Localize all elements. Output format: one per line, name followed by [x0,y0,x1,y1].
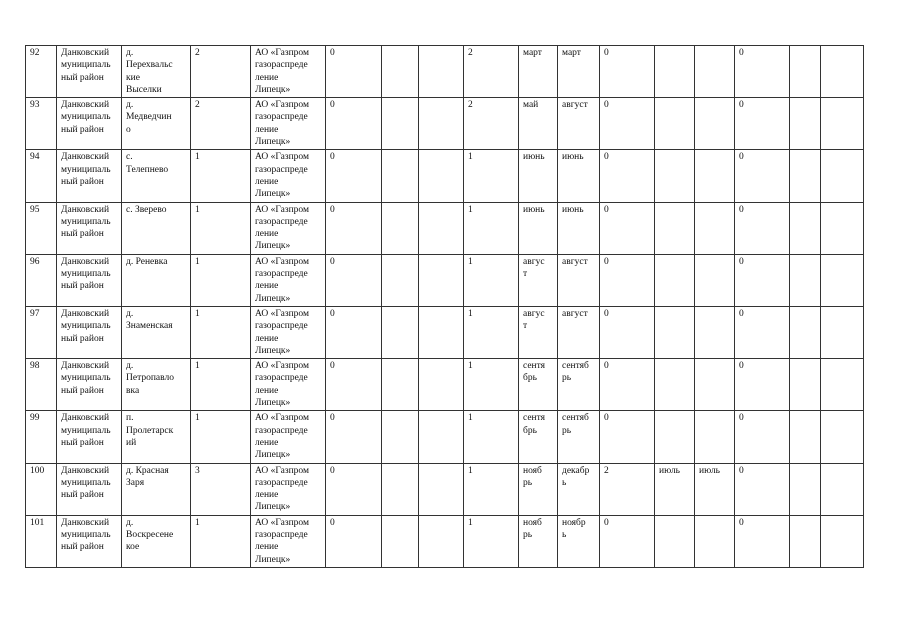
value-2-cell [382,202,419,254]
value-1-cell: 0 [326,150,382,202]
value-6-cell: 0 [735,411,790,463]
table-row [26,515,864,567]
end-month-cell: август [558,306,600,358]
value-1-cell: 0 [326,254,382,306]
end-month-cell: июнь [558,150,600,202]
count-cell: 1 [191,411,251,463]
value-4-cell: 1 [464,411,519,463]
value-7-cell [790,515,821,567]
value-7-cell [790,359,821,411]
value-3-cell [419,254,464,306]
gasification-table [25,45,864,568]
start-month-2-cell [655,46,695,98]
value-8-cell [821,254,864,306]
organization-cell: АО «Газпром газораспреде ление Липецк» [251,46,326,98]
organization-cell: АО «Газпром газораспреде ление Липецк» [251,411,326,463]
district-cell: Данковский муниципаль ный район [57,254,122,306]
end-month-cell: сентяб рь [558,359,600,411]
value-7-cell [790,150,821,202]
organization-cell: АО «Газпром газораспреде ление Липецк» [251,463,326,515]
value-1-cell: 0 [326,515,382,567]
district-cell: Данковский муниципаль ный район [57,98,122,150]
locality-cell: д. Медведчин о [122,98,191,150]
value-2-cell [382,46,419,98]
organization-cell: АО «Газпром газораспреде ление Липецк» [251,515,326,567]
value-6-cell: 0 [735,202,790,254]
value-8-cell [821,202,864,254]
count-cell: 1 [191,150,251,202]
end-month-2-cell [695,98,735,150]
value-7-cell [790,463,821,515]
start-month-cell: нояб рь [519,515,558,567]
table-row [26,306,864,358]
row-number-cell: 93 [26,98,57,150]
district-cell: Данковский муниципаль ный район [57,202,122,254]
district-cell: Данковский муниципаль ный район [57,515,122,567]
row-number-cell: 97 [26,306,57,358]
table-body [26,46,864,568]
value-5-cell: 0 [600,359,655,411]
row-number-cell: 92 [26,46,57,98]
value-8-cell [821,515,864,567]
locality-cell: д. Реневка [122,254,191,306]
value-8-cell [821,98,864,150]
value-5-cell: 0 [600,411,655,463]
row-number-cell: 95 [26,202,57,254]
start-month-cell: авгус т [519,254,558,306]
district-cell: Данковский муниципаль ный район [57,306,122,358]
end-month-cell: август [558,98,600,150]
district-cell: Данковский муниципаль ный район [57,411,122,463]
count-cell: 2 [191,46,251,98]
end-month-2-cell [695,411,735,463]
start-month-cell: июнь [519,150,558,202]
table-row [26,150,864,202]
end-month-cell: декабр ь [558,463,600,515]
start-month-cell: сентя брь [519,359,558,411]
value-8-cell [821,150,864,202]
start-month-2-cell [655,515,695,567]
end-month-2-cell [695,254,735,306]
count-cell: 1 [191,515,251,567]
value-4-cell: 1 [464,150,519,202]
district-cell: Данковский муниципаль ный район [57,46,122,98]
value-6-cell: 0 [735,515,790,567]
value-8-cell [821,359,864,411]
value-3-cell [419,463,464,515]
value-4-cell: 1 [464,254,519,306]
value-5-cell: 0 [600,515,655,567]
value-6-cell: 0 [735,359,790,411]
district-cell: Данковский муниципаль ный район [57,150,122,202]
value-2-cell [382,515,419,567]
table-row [26,46,864,98]
value-5-cell: 0 [600,46,655,98]
table-row [26,359,864,411]
value-1-cell: 0 [326,306,382,358]
row-number-cell: 96 [26,254,57,306]
value-3-cell [419,411,464,463]
start-month-2-cell [655,98,695,150]
value-4-cell: 2 [464,46,519,98]
locality-cell: д. Петропавло вка [122,359,191,411]
value-4-cell: 1 [464,306,519,358]
start-month-2-cell [655,306,695,358]
value-4-cell: 1 [464,463,519,515]
row-number-cell: 98 [26,359,57,411]
value-6-cell: 0 [735,98,790,150]
end-month-cell: сентяб рь [558,411,600,463]
start-month-cell: март [519,46,558,98]
value-4-cell: 1 [464,359,519,411]
start-month-cell: сентя брь [519,411,558,463]
value-6-cell: 0 [735,150,790,202]
value-1-cell: 0 [326,411,382,463]
start-month-cell: авгус т [519,306,558,358]
start-month-2-cell: июль [655,463,695,515]
organization-cell: АО «Газпром газораспреде ление Липецк» [251,359,326,411]
organization-cell: АО «Газпром газораспреде ление Липецк» [251,98,326,150]
value-8-cell [821,411,864,463]
value-4-cell: 2 [464,98,519,150]
start-month-2-cell [655,202,695,254]
row-number-cell: 100 [26,463,57,515]
value-3-cell [419,306,464,358]
district-cell: Данковский муниципаль ный район [57,359,122,411]
count-cell: 1 [191,359,251,411]
table-row [26,254,864,306]
end-month-cell: август [558,254,600,306]
start-month-2-cell [655,254,695,306]
end-month-2-cell [695,359,735,411]
value-3-cell [419,359,464,411]
count-cell: 3 [191,463,251,515]
value-2-cell [382,150,419,202]
value-3-cell [419,98,464,150]
organization-cell: АО «Газпром газораспреде ление Липецк» [251,254,326,306]
value-3-cell [419,150,464,202]
value-5-cell: 0 [600,98,655,150]
locality-cell: п. Пролетарск ий [122,411,191,463]
value-3-cell [419,515,464,567]
row-number-cell: 101 [26,515,57,567]
locality-cell: с. Телепнево [122,150,191,202]
table-row [26,202,864,254]
end-month-2-cell [695,515,735,567]
locality-cell: с. Зверево [122,202,191,254]
end-month-cell: ноябр ь [558,515,600,567]
start-month-2-cell [655,150,695,202]
district-cell: Данковский муниципаль ный район [57,463,122,515]
value-5-cell: 0 [600,202,655,254]
value-7-cell [790,98,821,150]
end-month-2-cell: июль [695,463,735,515]
value-6-cell: 0 [735,463,790,515]
value-5-cell: 0 [600,306,655,358]
value-1-cell: 0 [326,359,382,411]
value-1-cell: 0 [326,202,382,254]
value-4-cell: 1 [464,515,519,567]
value-1-cell: 0 [326,46,382,98]
locality-cell: д. Воскресене кое [122,515,191,567]
start-month-2-cell [655,359,695,411]
end-month-2-cell [695,202,735,254]
value-3-cell [419,46,464,98]
value-7-cell [790,306,821,358]
value-2-cell [382,411,419,463]
organization-cell: АО «Газпром газораспреде ление Липецк» [251,202,326,254]
value-8-cell [821,463,864,515]
end-month-2-cell [695,46,735,98]
end-month-2-cell [695,306,735,358]
table-row [26,463,864,515]
locality-cell: д. Красная Заря [122,463,191,515]
value-8-cell [821,46,864,98]
count-cell: 2 [191,98,251,150]
value-5-cell: 0 [600,254,655,306]
table-row [26,411,864,463]
value-4-cell: 1 [464,202,519,254]
count-cell: 1 [191,306,251,358]
value-5-cell: 0 [600,150,655,202]
value-2-cell [382,98,419,150]
value-1-cell: 0 [326,98,382,150]
table-row [26,98,864,150]
value-8-cell [821,306,864,358]
count-cell: 1 [191,254,251,306]
value-6-cell: 0 [735,306,790,358]
locality-cell: д. Знаменская [122,306,191,358]
end-month-cell: июнь [558,202,600,254]
row-number-cell: 99 [26,411,57,463]
end-month-cell: март [558,46,600,98]
start-month-cell: май [519,98,558,150]
locality-cell: д. Перехвальс кие Выселки [122,46,191,98]
value-2-cell [382,254,419,306]
organization-cell: АО «Газпром газораспреде ление Липецк» [251,306,326,358]
value-7-cell [790,46,821,98]
value-3-cell [419,202,464,254]
value-7-cell [790,202,821,254]
value-2-cell [382,306,419,358]
count-cell: 1 [191,202,251,254]
organization-cell: АО «Газпром газораспреде ление Липецк» [251,150,326,202]
value-7-cell [790,254,821,306]
value-5-cell: 2 [600,463,655,515]
value-6-cell: 0 [735,46,790,98]
value-7-cell [790,411,821,463]
value-2-cell [382,359,419,411]
value-2-cell [382,463,419,515]
end-month-2-cell [695,150,735,202]
start-month-cell: июнь [519,202,558,254]
row-number-cell: 94 [26,150,57,202]
value-6-cell: 0 [735,254,790,306]
start-month-2-cell [655,411,695,463]
start-month-cell: нояб рь [519,463,558,515]
value-1-cell: 0 [326,463,382,515]
